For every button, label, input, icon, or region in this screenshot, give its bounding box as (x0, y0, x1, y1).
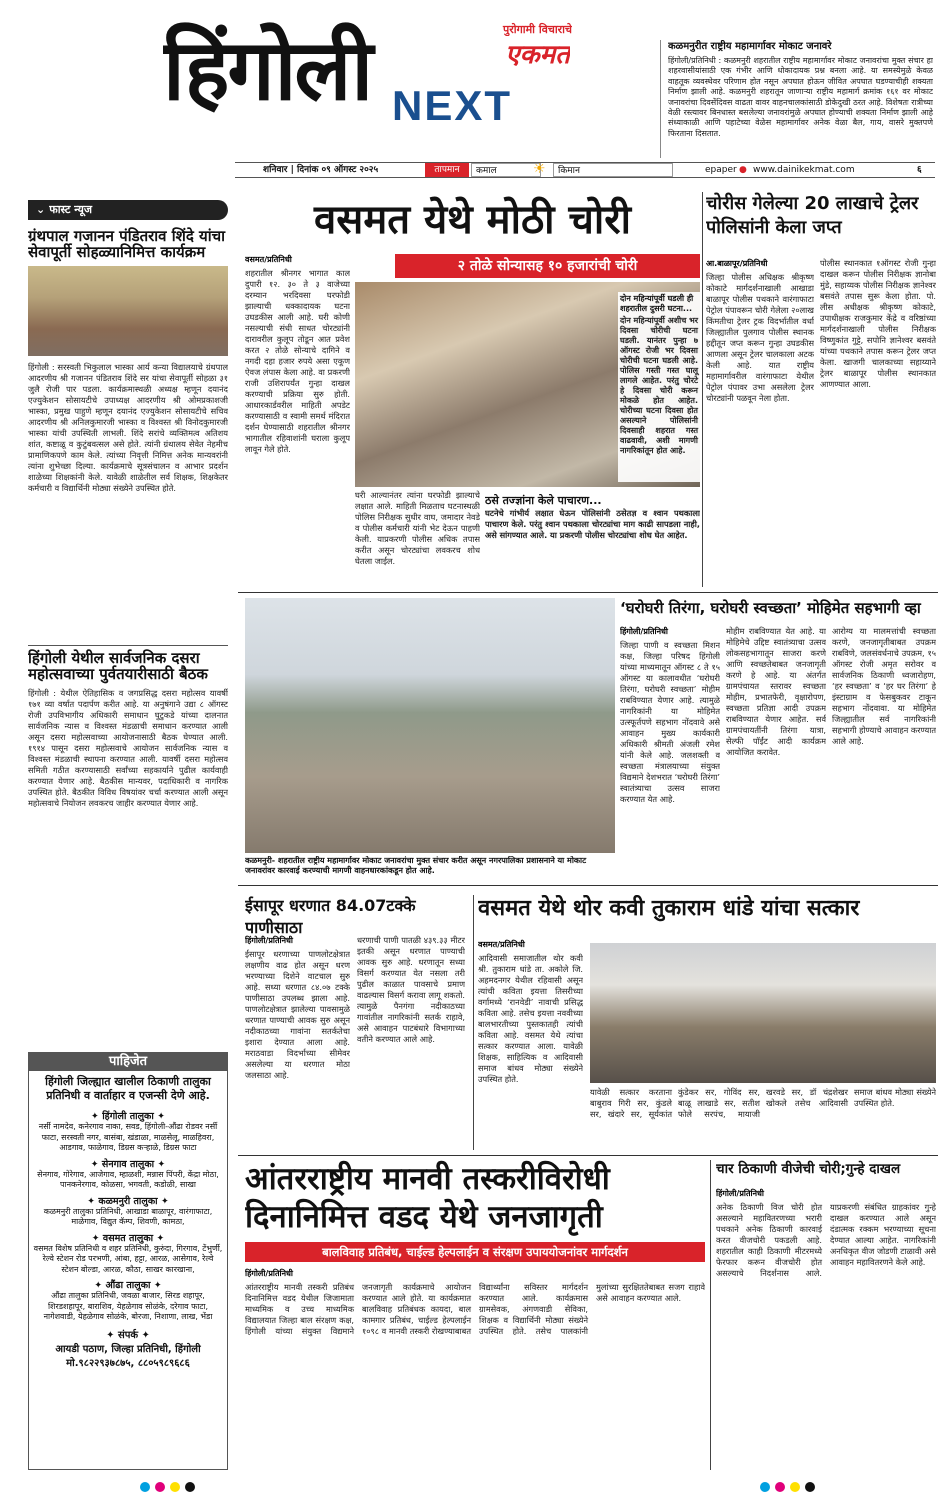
theft-col3: घरी आल्यानंतर त्यांना घरफोडी झाल्याचे लक्षात आले. माहिती मिळताच घटनास्थळी पोलिस निरीक्षक सुधीर वाघ, जमादार नेवडे व पोलीस कर्मचारी यांनी भेट देऊन पाहणी केली. याप्रकरणी पोलीस अधिक तपास करीत असून चोरट्यांचा लवकरच शोध घेतला जाईल. (355, 490, 480, 566)
vij-body: अनेक ठिकाणी विज चोरी होत असल्याने महावितरणच्या भरारी पथकाने अनेक ठिकाणी कारवाई करत वीजचोरी पकडली आहे. शहरातील काही ठिकाणी मीटरमध्ये फेरफार करून वीजचोरी होत असल्याचे निदर्शनास आले. याप्रकरणी संबंधित ग्राहकांवर गुन्हे दाखल करण्यात आले असून दंडात्मक रक्कम भरण्याच्या सूचना देण्यात आल्या आहेत. नागरिकांनी अनधिकृत वीज जोडणी टाळावी असे आवाहन महावितरणने केले आहे. (716, 1202, 936, 1278)
registration-dot (805, 1482, 815, 1492)
taluka-name: ✦ औंढा तालुका ✦ (94, 1280, 162, 1291)
registration-marks (0, 1478, 945, 1498)
theft-side-text: दोन महिन्यांपूर्वी अशीच भर दिवसा चोरीची घटना घडली. यानंतर पुन्हा ७ ऑगस्ट रोजी भर दिवसा चोरीची घटना घडली आहे. पोलिस गस्ती गस्त घालू लागले आहेत. परंतु चोरटे हे दिवसा चोरी करून मोकळे होत आहेत. चोरीच्या घटना दिवसा होत असल्याने पोलिसांनी दिवसाही शहरात गस्त वाढवावी, अशी मागणी नागरिकांतून होत आहे. (620, 316, 698, 455)
wanted-box (28, 1052, 228, 1470)
tukaram-byline: वसमत/प्रतिनिधी (478, 940, 525, 949)
fast-news-photo (28, 266, 228, 356)
tiranga-col1: जिल्हा पाणी व स्वच्छता मिशन कक्ष, जिल्हा परिषद हिंगोली यांच्या माध्यमातून ऑगस्ट ८ ते १५ ऑगस्ट या कालावधीत ‘घरोघरी तिरंगा, घरोघरी स्वच्छता’ मोहीम राबविण्यात येणार आहे. त्यामुळे नागरिकांनी या मोहिमेत उत्स्फूर्तपणे सहभाग नोंदवावे असे आवाहन मुख्य कार्यकारी अधिकारी श्रीमती अंजली रमेश यांनी केले आहे. जलशक्ती व स्वच्छता मंत्रालयाच्या संयुक्त विद्यमाने देशभरात ‘घरोघरी तिरंगा’ स्वातंत्र्याचा उत्सव साजरा करण्यात येत आहे. (620, 640, 720, 804)
temp-min-label: किमान (553, 163, 673, 177)
fast-news-label: फास्ट न्यूज (49, 203, 92, 216)
masthead-tagline: पुरोगामी विचाराचे (502, 23, 572, 36)
masthead (0, 0, 945, 160)
registration-dot (155, 1482, 165, 1492)
vij-story (716, 1160, 936, 1470)
tiranga-col3: आरोग्य या मालमत्तांची स्वच्छता करणे, जनजागृतीबाबत उपक्रम राबविणे, जलसंवर्धनाचे उपक्रम, १५ ऑगस्ट रोजी अमृत सरोवर व सार्वजनिक ठिकाणी ध्वजारोहण, ‘हर स्वच्छता’ व ‘हर घर तिरंगा’ हे इंस्टाग्राम व फेसबुकवर टाकून सहभाग नोंदवावा. या मोहिमेत जिल्ह्यातील सर्व नागरिकांनी सहभागी होण्याचे आवाहन करण्यात आले आहे. (832, 626, 936, 746)
fast-news-label-bar (28, 200, 228, 220)
trafficking-subhead: बालविवाह प्रतिबंध, चाईल्ड हेल्पलाईन व संरक्षण उपाययोजनांवर मार्गदर्शन (245, 1242, 705, 1262)
registration-dot (775, 1482, 785, 1492)
top-story (668, 40, 933, 158)
trailer-col1: जिल्हा पोलीस अधिक्षक श्रीकृष्ण कोकाटे मार्गदर्शनाखाली आखाडा बाळापूर पोलीस पथकाने वारंगाफाटा पेट्रोल पंपावरून चोरी गेलेला २०लाख किंमतीचा ट्रेलर ट्रक विदर्भातील वर्धा जिल्ह्यातील पुलगाव पोलीस स्थानक हद्दीतून जप्त करून गुन्हा उघडकीस आणला असून ट्रेलर चालकाला अटक केली आहे. यात राष्ट्रीय महामार्गावरील वारंगाफाटा येथील पेट्रोल पंपावर उभा असलेला ट्रेलर चोरट्यांनी पळवून नेला होता. (706, 272, 814, 403)
taluka-places: वसमत विशेष प्रतिनिधी व शहर प्रतिनिधी, कुरुंदा, गिरगाव, टेंभुर्णी, रेल्वे स्टेशन रोड परभणी, आंबा, हट्टा, आरळ, आसेगाव, रेल्वे स्टेशन बोल्डा, आरळ, कौठा, साखर कारखाना, (33, 1243, 223, 1274)
taluka-name: ✦ हिंगोली तालुका ✦ (90, 1111, 166, 1122)
registration-dot (790, 1482, 800, 1492)
theft-expert-box (485, 494, 700, 584)
temp-label: तापमान (425, 163, 469, 177)
theft-headline: वसमत येथे मोठी चोरी (314, 197, 631, 243)
contact-phone: मो.९८२२९३७८७५, ८८०५९८९६८६ (66, 1357, 190, 1369)
trailer-col2: पोलीस स्थानकात १ऑगस्ट रोजी गुन्हा दाखल करून पोलीस निरीक्षक ज्ञानोबा मुंडे, सहाय्यक पोलीस निरीक्षक ज्ञानेश्वर बसवंते तपास सुरू केला होता. पो. लीस अधीक्षक श्रीकृष्ण कोकाटे, उपाधीक्षक राजकुमार केंद्रे व वरिष्ठांच्या मार्गदर्शनाखाली पोलीस निरीक्षक विष्णुकांत गुट्टे, सपोनि ज्ञानेश्वर बसवंते यांच्या पथकाने तपास करून ट्रेलर जप्त केला. खाजगी चालकाच्या सहाय्याने ट्रेलर बाळापूर पोलीस स्थानकात आणण्यात आला. (820, 258, 936, 389)
registration-dot (140, 1482, 150, 1492)
trafficking-story (245, 1160, 705, 1470)
fast-news-icon: ⌄ (36, 203, 46, 216)
tiranga-byline: हिंगोली/प्रतिनिधी (620, 627, 669, 636)
fast-news-headline: ग्रंथपाल गजानन पंडितराव शिंदे यांचा सेवापूर्ती सोहळ्यानिमित्त कार्यक्रम (28, 227, 226, 262)
dasara-headline: हिंगोली येथील सार्वजनिक दसरा महोत्सवाच्या पुर्वतयारीसाठी बैठक (28, 649, 208, 684)
registration-dot (185, 1482, 195, 1492)
trafficking-body: आंतरराष्ट्रीय मानवी तस्करी प्रतिबंध दिनानिमित्त वडद येथील जिजामाता माध्यमिक व उच्च माध्यमिक विद्यालयात जिल्हा बाल संरक्षण कक्ष, हिंगोली यांच्या संयुक्त विद्यमाने जनजागृती कार्यक्रमाचे आयोजन करण्यात आले होते. या कार्यक्रमात बालविवाह प्रतिबंधक कायदा, बाल कामगार प्रतिबंध, चाईल्ड हेल्पलाईन १०९८ व मानवी तस्करी रोखण्याबाबत विद्यार्थ्यांना सविस्तर मार्गदर्शन करण्यात आले. कार्यक्रमास ग्रामसेवक, अंगणवाडी सेविका, शिक्षक व विद्यार्थिनी मोठ्या संख्येने उपस्थित होते. तसेच पालकांनी मुलांच्या सुरक्षिततेबाबत सजग राहावे असे आवाहन करण्यात आले. (245, 1282, 705, 1336)
isapur-byline: हिंगोली/प्रतिनिधी (245, 936, 294, 945)
page-number: ६ (917, 165, 922, 175)
wanted-talukas (29, 1109, 227, 1323)
isapur-story (245, 895, 465, 1155)
expert-text: घटनेचे गांभीर्य लक्षात घेऊन पोलिसांनी ठसेतज्ञ व श्वान पथकाला पाचारण केले. परंतु श्वान पथकाला चोरट्यांचा माग काढी सापडला नाही, असे सांगण्यात आले. या प्रकरणी पोलीस चोरट्यांचा शोध घेत आहेत. (485, 508, 700, 540)
tiranga-col2: मोहीम राबविण्यात येत आहे. या मोहिमेचे उद्दिष्ट स्वातंत्र्याचा उत्सव लोकसहभागातून साजरा करणे आणि स्वच्छतेबाबत जनजागृती करणे हे आहे. या अंतर्गत ग्रामपंचायत स्तरावर स्वच्छता मोहीम, प्रभातफेरी, वृक्षारोपण, स्वच्छता प्रतिज्ञा आदी उपक्रम राबविण्यात येणार आहेत. सर्व ग्रामपंचायतींनी तिरंगा यात्रा, सेल्फी पॉईंट आदी कार्यक्रम आयोजित करावेत. (726, 626, 826, 757)
trafficking-headline: आंतरराष्ट्रीय मानवी तस्करीविरोधी दिनानिमित्त वडद येथे जनजागृती (245, 1161, 610, 1235)
taluka-places: कळमनुरी तालुका प्रतिनिधी, आखाडा बाळापूर, वारंगाफाटा, माळेगाव, विद्युत कॅम्प, शिवणी, कामठा, (43, 1206, 213, 1226)
masthead-title: हिंगोली (163, 21, 372, 119)
tiranga-headline: ‘घरोघरी तिरंगा, घरोघरी स्वच्छता’ मोहिमेत सहभागी व्हा (620, 599, 921, 617)
tukaram-photo (590, 943, 936, 1083)
globe-icon: ● (739, 165, 747, 175)
dateline-url[interactable]: www.dainikekmat.com (753, 165, 855, 175)
taluka-name: ✦ सेनगाव तालुका ✦ (90, 1158, 166, 1170)
expert-headline: ठसे तज्ज्ञांना केले पाचारण... (485, 494, 602, 507)
dateline-bar (235, 162, 935, 178)
isapur-col1: ईसापूर धरणाच्या पाणलोटक्षेत्रात लक्षणीय वाढ होत असून धरण भरण्याच्या दिशेने वाटचाल सुरु आहे. सध्या धरणात ८४.०७ टक्के पाणीसाठा उपलब्ध झाला आहे. पाणलोटक्षेत्रात झालेल्या पावसामुळे धरणात पाण्याची आवक सुरु असून नदीकाठच्या गावांना सतर्कतेचा इशारा देण्यात आला आहे. मराठवाडा विदर्भाच्या सीमेवर असलेल्या या धरणात मोठा जलसाठा आहे. (245, 949, 350, 1080)
theft-story (245, 192, 700, 587)
fast-news-body: हिंगोली : सरस्वती भिकुलाल भास्का आर्य कन्या विद्यालयाचे ग्रंथपाल आदरणीय श्री गजानन पंडितराव शिंदे सर यांचा सेवापूर्ती सोहळा ३१ जुलै रोजी पार पडला. कार्यक्रमास्थळी अध्यक्ष म्हणून दयानंद एज्युकेशन सोसायटीचे उपाध्यक्ष आदरणीय श्री ओमप्रकाशजी भास्का, प्रमुख पाहुणे म्हणून दयानंद एज्युकेशन सोसायटीचे सचिव आदरणीय श्री अनिलकुमारजी भास्का व विश्वस्त श्री विनोदकुमारजी भास्का यांची उपस्थिती लाभली. शिंदे सरांचे व्यक्तिमत्व अतिशय शांत, कष्टाळू व कुटुंबवत्सल असे होते. त्यांनी ग्रंथालय सेवेत नेहमीच प्रामाणिकपणे काम केले. त्यांच्या निवृत्ती निमित्त अनेक मान्यवरांनी त्यांना शुभेच्छा दिल्या. कार्यक्रमाचे सूत्रसंचालन व आभार प्रदर्शन शाळेच्या शिक्षकांनी केले. यावेळी शाळेतील सर्व शिक्षक, शिक्षकेतर कर्मचारी व विद्यार्थिनी मोठ्या संख्येने उपस्थित होते. (28, 362, 228, 494)
wanted-label: पाहिजेत (29, 1053, 227, 1071)
tukaram-photo-caption: यावेळी सत्कार करताना बाबुराव गिरी सर, कुंडले सर, खंदारे सर, सूर्यकांत कुंडेकर सर, गोविंद सर, बाळू लाखाडे सर, सतीश फोले सरपंच, मायाजी खरवडे सर, डॉ चंद्रशेखर खोकले तसेच आदिवासी समाज बांधव मोठ्या संख्येने उपस्थित होते. (590, 1087, 936, 1119)
dasara-body: हिंगोली : येथील ऐतिहासिक व जगप्रसिद्ध दसरा महोत्सव यावर्षी १७१ व्या वर्षात पदार्पण करीत आहे. या अनुषंगाने उद्या ८ ऑगस्ट रोजी उपविभागीय अधिकारी समाधान घुटुकडे यांच्या दालनात सार्वजनिक न्यास व विश्वस्त मंडळाची समाधान करण्यात आली असून दसरा महोत्सवाच्या आयोजनासाठी बैठक घेण्यात आली. १९१४ पासून दसरा महोत्सवाचे आयोजन सार्वजनिक न्यास व विश्वस्त मंडळाची स्थापना करण्यात आली. यावर्षी दसरा महोत्सव समिती गठीत करण्यासाठी सर्वांच्या सहकार्याने पुढील कार्यवाही करण्यात येणार आहे. बैठकीस मान्यवर, पदाधिकारी व नागरिक उपस्थित होते. बैठकीत विविध विषयांवर चर्चा करण्यात आली असून महोत्सवाचे नियोजन लवकरच जाहीर करण्यात येणार आहे. (28, 688, 228, 809)
temp-max-label: कमाल (471, 163, 541, 177)
dasara-story (28, 645, 228, 1050)
tukaram-body: आदिवासी समाजातील थोर कवी श्री. तुकाराम धांडे ता. अकोले जि. अहमदनगर येथील रहिवासी असून त्यांची कविता इयत्ता तिसरीच्या वर्गामध्ये ‘रानवेडी’ नावाची प्रसिद्ध कविता आहे. तसेच इयत्ता नववीच्या बालभारतीच्या पुस्तकातही त्यांची कविता आहे. वसमत येथे त्यांचा सत्कार करण्यात आला. यावेळी शिक्षक, साहित्यिक व आदिवासी समाज बांधव मोठ्या संख्येने उपस्थित होते. (478, 953, 583, 1084)
theft-byline: वसमत/प्रतिनिधी (245, 255, 292, 264)
trailer-byline: आ.बाळापूर/प्रतिनिधी (706, 259, 768, 268)
masthead-next-logo: NEXT (392, 82, 513, 129)
taluka-places: औंढा तालुका प्रतिनिधी, जवळा बाजार, सिरड शहापूर, शिरडशहापूर, बाराशिव, येहळेगाव सोळंके, दरेगाव फाटा, नागेशवाडी, येहळेगाव सोळंके, बोरजा, निशाणा, लाख, भेंडा (43, 1291, 213, 1321)
trailer-story (706, 192, 936, 587)
tiranga-story (620, 598, 936, 880)
theft-photo-caption: दोन महिन्यांपूर्वी घडली ही शहरातील दुसरी घटना... (620, 294, 694, 313)
cattle-photo (245, 598, 615, 853)
top-story-body: हिंगोली/प्रतिनिधी : कळमनुरी शहरातील राष्ट्रीय महामार्गावर मोकाट जनावरांचा मुक्त संचार हा शहरवासीयांसाठी एक गंभीर आणि धोकादायक प्रश्न बनला आहे. या समस्येमुळे केवळ वाहतूक व्यवस्थेवर परिणाम होत नसून अपघात होऊन जीवित अपघात घडण्याचीही शक्यता निर्माण झाली आहे. कळमनुरी शहरातून जाणाऱ्या राष्ट्रीय महामार्ग क्रमांक १६१ वर मोकाट जनावरांचा दिवसेंदिवस वाढता वावर वाहनचालकांसाठी डोकेदुखी ठरत आहे. विशेषतः रात्रीच्या वेळी रस्त्यावर बिनधास्त बसलेल्या जनावरांमुळे अपघात होण्याची शक्यता निर्माण झाली आहे संध्याकाळी आणि पहाटेच्या वेळेस महामार्गावर अनेक वेळा बैल, गाय, वासरे मुक्तपणे फिरताना दिसतात. (668, 56, 933, 138)
vij-byline: हिंगोली/प्रतिनिधी (716, 1189, 765, 1198)
theft-subhead: २ तोळे सोन्यासह १० हजारांची चोरी (395, 254, 700, 278)
vij-headline: चार ठिकाणी वीजेची चोरी;गुन्हे दाखल (716, 1161, 901, 1177)
dateline-date: शनिवार | दिनांक ०९ ऑगस्ट २०२५ (263, 165, 379, 175)
trafficking-byline: हिंगोली/प्रतिनिधी (245, 1269, 294, 1278)
cattle-caption: कळमनुरी- शहरातील राष्ट्रीय महामार्गावर मोकाट जनावरांचा मुक्त संचार करीत असून नगरपालिका प्रशासनाने या मोकाट जनावरांवर कारवाई करण्याची मागणी वाहनधारकांकडून होत आहे. (245, 856, 587, 875)
taluka-places: नर्सी नामदेव, कनेरगाव नाका, सवड, हिंगोली-औंढा रोडवर नर्सी फाटा, सरस्वती नगर, बासंबा, खंडाळा, माळसेलू, माळहिवरा, आडगाव, फाळेगाव, डिग्रस कऱ्हाळे, डिग्रस फाटा (38, 1122, 218, 1152)
wanted-intro: हिंगोली जिल्ह्यात खालील ठिकाणी तालुका प्रतिनिधी व वार्ताहार व एजन्सी देणे आहे. (45, 1075, 211, 1102)
fast-news (28, 200, 228, 705)
trailer-headline: चोरीस गेलेल्या 20 लाखाचे ट्रेलर पोलिसांनी केला जप्त (706, 193, 919, 238)
taluka-name: ✦ कळमनुरी तालुका ✦ (87, 1195, 169, 1207)
contact-label: ✦ संपर्क ✦ (106, 1329, 150, 1341)
epaper-label: epaper (705, 165, 737, 175)
top-story-headline: कळमनुरीत राष्ट्रीय महामार्गावर मोकाट जनावरे (668, 41, 832, 52)
isapur-col2: धरणाची पाणी पातळी ४३९.३३ मीटर इतकी असून धरणात पाण्याची आवक सुरु आहे. धरणातून सध्या विसर्ग करण्यात येत नसला तरी पुढील काळात पावसाचे प्रमाण वाढल्यास विसर्ग करावा लागू शकतो. त्यामुळे पैनगंगा नदीकाठच्या गावांतील नागरिकांनी सतर्क राहावे, असे आवाहन पाटबंधारे विभागाच्या वतीने करण्यात आले आहे. (357, 935, 465, 1044)
sun-icon: ☀ (533, 162, 546, 177)
registration-dot (760, 1482, 770, 1492)
registration-dot (170, 1482, 180, 1492)
isapur-headline: ईसापूर धरणात 84.07टक्के पाणीसाठा (245, 896, 416, 937)
tukaram-headline: वसमत येथे थोर कवी तुकाराम धांडे यांचा सत्कार (478, 896, 860, 921)
tukaram-story (478, 895, 936, 1155)
taluka-name: ✦ वसमत तालुका ✦ (91, 1232, 165, 1244)
contact-name: आयडी पठाण, जिल्हा प्रतिनिधी, हिंगोली (55, 1343, 201, 1355)
theft-body: शहरातील श्रीनगर भागात काल दुपारी १२. ३० ते ३ वाजेच्या दरम्यान भरदिवसा घरफोडी झाल्याची धक्कादायक घटना उघडकीस आली आहे. घरी कोणी नसल्याची संधी साधत चोरट्यांनी दारावरील कुलूप तोडून आत प्रवेश करत २ तोळे सोन्याचे दागिने व नगदी दहा हजार रुपये असा एकूण ऐवज लंपास केला आहे. वा प्रकरणी राजी उशिरापर्यंत गुन्हा दाखल करण्याची प्रक्रिया सुरु होती. आधारकार्डवरील माहिती अपडेट करण्यासाठी व स्वामी समर्थ मंदिरात दर्शन घेण्यासाठी शहरातील श्रीनगर भागातील रहिवाशांनी घराला कुलूप लावून गेले होते. (245, 268, 350, 454)
taluka-places: सेनगाव, गोरेगाव, आजेगाव, म्हाळशी, मन्नास पिंपरी, केंद्रा मोठा, पानकनेरगाव, कोळसा, भगवती, कडोळी, साखा (37, 1169, 219, 1189)
masthead-brand: एकमत (505, 40, 570, 69)
theft-side-box (618, 292, 700, 482)
